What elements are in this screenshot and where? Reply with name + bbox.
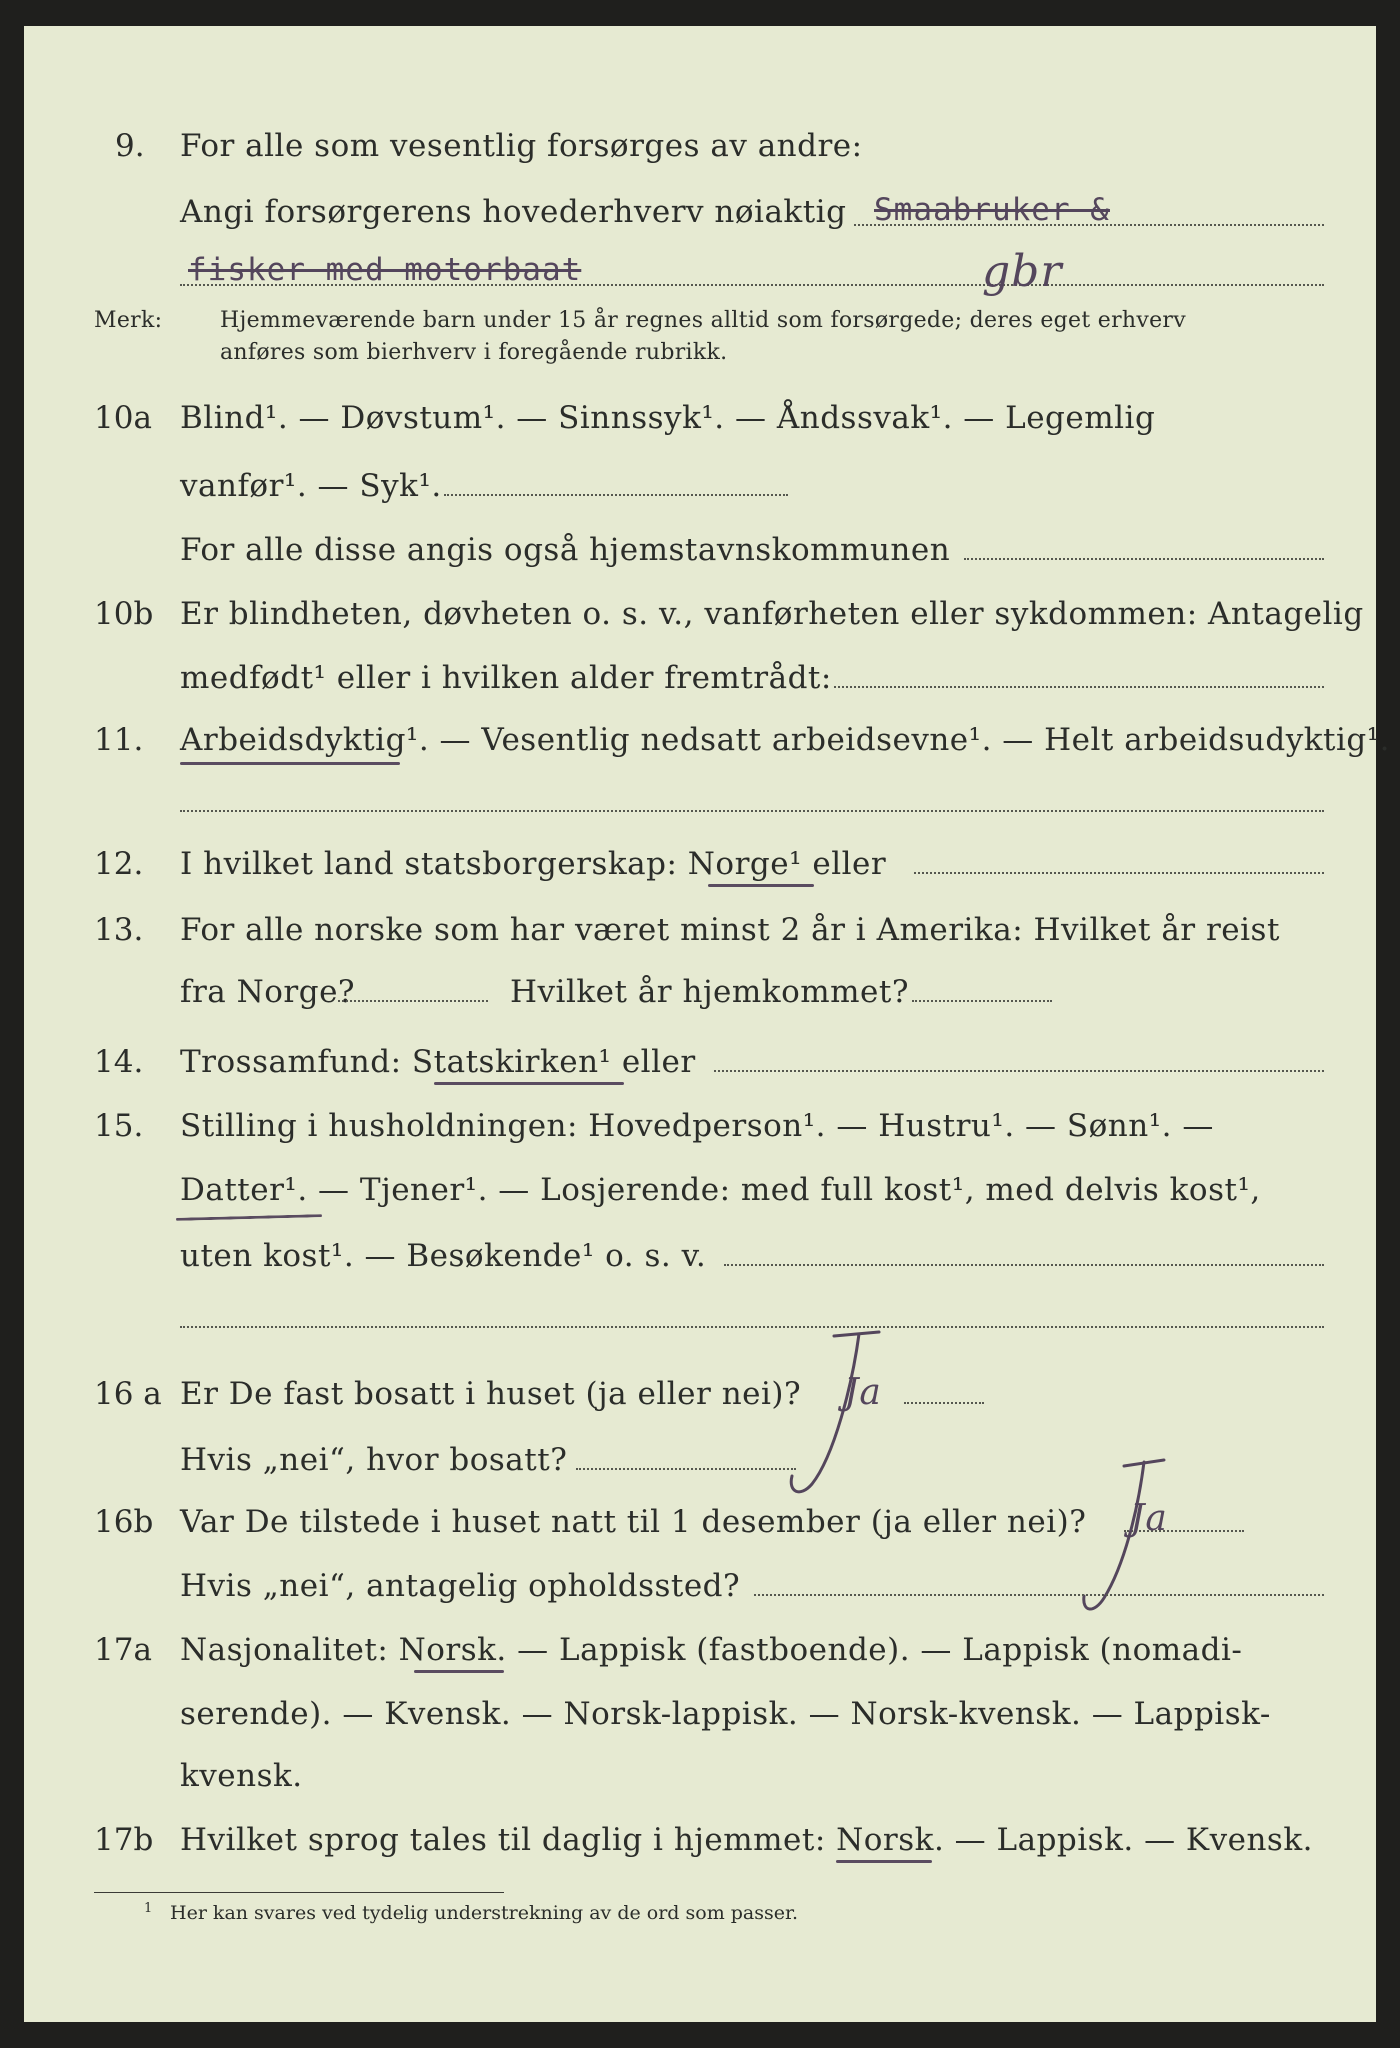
q12-number: 12. bbox=[94, 846, 144, 882]
q11-underline-arbeidsdyktig bbox=[180, 762, 400, 765]
q17b-underline-norsk bbox=[836, 1860, 932, 1863]
q16b-opholdssted-line bbox=[754, 1594, 1324, 1596]
q9-question-line2: Angi forsørgerens hovederhverv nøiaktig bbox=[180, 194, 847, 230]
q16b-handwritten-J-stroke bbox=[1044, 1446, 1184, 1646]
q11-number: 11. bbox=[94, 722, 144, 758]
merk-line2: anføres som bierhverv i foregående rubrikk. bbox=[220, 340, 728, 365]
q17b-number: 17b bbox=[94, 1822, 154, 1858]
q14-line1: Trossamfund: Statskirken¹ eller bbox=[180, 1044, 696, 1080]
q9-number: 9. bbox=[115, 128, 145, 164]
q10b-number: 10b bbox=[94, 596, 154, 632]
q13-reist-line bbox=[338, 1000, 488, 1002]
q10a-hjemstavn-line bbox=[964, 558, 1324, 560]
q15-answer-line2 bbox=[180, 1326, 1324, 1328]
q10a-line2: vanfør¹. — Syk¹. bbox=[180, 468, 442, 504]
q11-line1: Arbeidsdyktig¹. — Vesentlig nedsatt arbeidsevne¹. — Helt arbeidsudyktig¹. bbox=[180, 722, 1391, 758]
q10a-answer-line bbox=[444, 494, 788, 496]
q10a-line1: Blind¹. — Døvstum¹. — Sinnssyk¹. — Åndssvak¹. — Legemlig bbox=[180, 400, 1156, 436]
q15-line1: Stilling i husholdningen: Hovedperson¹. — Hustru¹. — Sønn¹. — bbox=[180, 1108, 1214, 1144]
q13-number: 13. bbox=[94, 912, 144, 948]
merk-label: Merk: bbox=[94, 308, 163, 333]
q17b-line1: Hvilket sprog tales til daglig i hjemmet: Norsk. — Lappisk. — Kvensk. bbox=[180, 1822, 1313, 1858]
q16a-answer-line bbox=[904, 1402, 984, 1404]
q17a-line3: kvensk. bbox=[180, 1758, 303, 1794]
q15-answer-line bbox=[724, 1264, 1324, 1266]
merk-line1: Hjemmeværende barn under 15 år regnes alltid som forsørgede; deres eget erhverv bbox=[220, 308, 1186, 333]
q17a-line1: Nasjonalitet: Norsk. — Lappisk (fastboende). — Lappisk (nomadi- bbox=[180, 1632, 1243, 1668]
q14-answer-line bbox=[714, 1070, 1324, 1072]
q17a-line2: serende). — Kvensk. — Norsk-lappisk. — Norsk-kvensk. — Lappisk- bbox=[180, 1696, 1271, 1732]
q9-handwritten-answer1: Smaabruker & bbox=[874, 192, 1110, 228]
footnote-rule bbox=[94, 1892, 504, 1893]
q16b-line1: Var De tilstede i huset natt til 1 desember (ja eller nei)? bbox=[180, 1504, 1087, 1540]
q15-line2: Datter¹. — Tjener¹. — Losjerende: med full kost¹, med delvis kost¹, bbox=[180, 1172, 1261, 1208]
q10b-line1: Er blindheten, døvheten o. s. v., vanførheten eller sykdommen: Antagelig bbox=[180, 596, 1364, 632]
q12-line1: I hvilket land statsborgerskap: Norge¹ eller bbox=[180, 846, 887, 882]
footnote-text: Her kan svares ved tydelig understrekning av de ord som passer. bbox=[170, 1902, 799, 1924]
q14-number: 14. bbox=[94, 1044, 144, 1080]
q13-line2a: fra Norge? bbox=[180, 974, 356, 1010]
q14-underline-statskirken bbox=[434, 1082, 624, 1085]
q15-line3: uten kost¹. — Besøkende¹ o. s. v. bbox=[180, 1238, 707, 1274]
q9-question-line1: For alle som vesentlig forsørges av andre: bbox=[180, 128, 863, 164]
q10a-number: 10a bbox=[94, 400, 152, 436]
q9-handwritten-initials: gbr bbox=[982, 246, 1063, 297]
q16a-handwritten-J-stroke bbox=[764, 1316, 904, 1516]
q10a-line3: For alle disse angis også hjemstavnskommunen bbox=[180, 532, 951, 568]
q12-answer-line bbox=[914, 872, 1324, 874]
q13-line2b: Hvilket år hjemkommet? bbox=[510, 974, 909, 1010]
q15-number: 15. bbox=[94, 1108, 144, 1144]
q16a-handwritten-answer: Ja bbox=[844, 1372, 882, 1413]
q11-answer-line bbox=[180, 810, 1324, 812]
q16a-number: 16 a bbox=[94, 1376, 162, 1412]
q17a-underline-norsk bbox=[414, 1670, 504, 1673]
census-form-page bbox=[24, 26, 1391, 2022]
q10b-answer-line bbox=[834, 686, 1324, 688]
q13-hjemkommet-line bbox=[912, 1000, 1052, 1002]
q12-underline-norge bbox=[708, 884, 814, 887]
q9-handwritten-answer2: fisker med motorbaat bbox=[188, 252, 582, 288]
q16a-line1: Er De fast bosatt i huset (ja eller nei)? bbox=[180, 1376, 802, 1412]
q16a-bosatt-line bbox=[576, 1468, 796, 1470]
q10b-line2: medfødt¹ eller i hvilken alder fremtrådt: bbox=[180, 660, 832, 696]
q16b-number: 16b bbox=[94, 1504, 154, 1540]
q15-underline-datter bbox=[176, 1214, 322, 1221]
q16b-line2: Hvis „nei“, antagelig opholdssted? bbox=[180, 1568, 741, 1604]
q13-line1: For alle norske som har været minst 2 år i Amerika: Hvilket år reist bbox=[180, 912, 1280, 948]
q17a-number: 17a bbox=[94, 1632, 152, 1668]
footnote-mark: 1 bbox=[144, 1901, 153, 1916]
q16b-handwritten-answer: Ja bbox=[1130, 1498, 1168, 1539]
q16a-line2: Hvis „nei“, hvor bosatt? bbox=[180, 1442, 568, 1478]
